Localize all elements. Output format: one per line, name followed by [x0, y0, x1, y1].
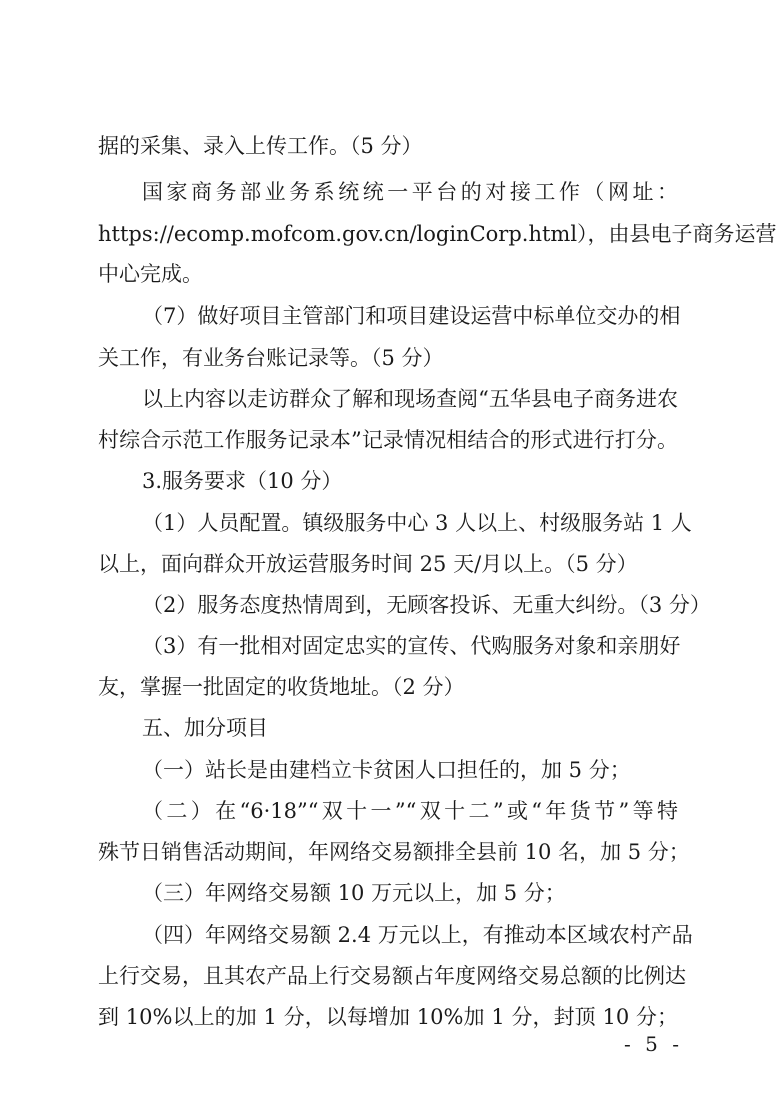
paragraph-line: （1）人员配置。镇级服务中心 3 人以上、村级服务站 1 人 [142, 511, 692, 535]
paragraph-line: https://ecomp.mofcom.gov.cn/loginCorp.html），由县电子商务运营 [98, 222, 777, 246]
paragraph-line: （2）服务态度热情周到，无顾客投诉、无重大纠纷。（3 分） [142, 593, 711, 617]
paragraph-line: （3）有一批相对固定忠实的宣传、代购服务对象和亲朋好 [142, 634, 681, 658]
paragraph-line: 中心完成。 [98, 262, 203, 286]
paragraph-line: （7）做好项目主管部门和项目建设运营中标单位交办的相 [142, 304, 681, 328]
paragraph-line: 村综合示范工作服务记录本”记录情况相结合的形式进行打分。 [98, 428, 678, 452]
paragraph-line: 到 10%以上的加 1 分，以每增加 10%加 1 分，封顶 10 分； [98, 1005, 678, 1029]
paragraph-line: 上行交易，且其农产品上行交易额占年度网络交易总额的比例达 [98, 964, 686, 988]
paragraph-line: 以上内容以走访群众了解和现场查阅“五华县电子商务进农 [142, 387, 678, 411]
paragraph-line: （四）年网络交易额 2.4 万元以上，有推动本区域农村产品 [142, 923, 693, 947]
paragraph-line: 殊节日销售活动期间，年网络交易额排全县前 10 名，加 5 分； [98, 840, 690, 864]
paragraph-line: （二）在“6·18”“双十一”“双十二”或“年货节”等特 [142, 799, 678, 823]
paragraph-line: 以上，面向群众开放运营服务时间 25 天/月以上。（5 分） [98, 552, 638, 576]
paragraph-line: （一）站长是由建档立卡贫困人口担任的，加 5 分； [142, 758, 631, 782]
paragraph-line: 据的采集、录入上传工作。（5 分） [98, 134, 423, 158]
section-heading: 3.服务要求（10 分） [142, 469, 343, 493]
section-heading: 五、加分项目 [142, 716, 268, 740]
page-number: - 5 - [624, 1032, 683, 1056]
paragraph-line: 国家商务部业务系统统一平台的对接工作（网址： [142, 180, 678, 204]
paragraph-line: 友，掌握一批固定的收货地址。（2 分） [98, 675, 465, 699]
paragraph-line: 关工作，有业务台账记录等。（5 分） [98, 346, 444, 370]
paragraph-line: （三）年网络交易额 10 万元以上，加 5 分； [142, 881, 566, 905]
